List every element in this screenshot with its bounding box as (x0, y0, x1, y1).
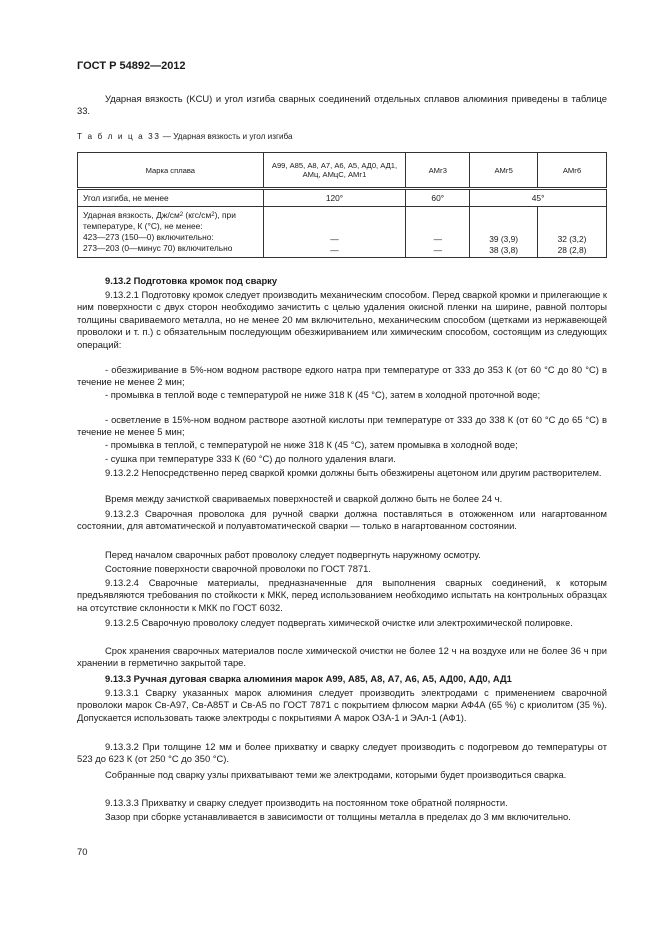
cell-value: — (330, 245, 339, 255)
impact-label-b: (кгс/см (183, 210, 212, 220)
cell-value: — (433, 234, 442, 244)
paragraph: Состояние поверхности сварочной проволоки по ГОСТ 7871. (105, 563, 371, 574)
section-heading (77, 673, 607, 685)
document-header: ГОСТ Р 54892—2012 (77, 60, 186, 72)
bullet-item: - промывка в теплой воде с температурой не ниже 318 К (45 °С), затем в холодной проточной воде; (105, 389, 541, 400)
bullet-item: - сушка при температуре 333 К (60 °С) до полного удаления влаги. (105, 453, 396, 464)
cell-value: — (330, 234, 339, 244)
bullet-item: - промывка в теплой, с температурой не ниже 318 К (45 °С), затем промывка в холодной воде; (105, 439, 518, 450)
table-cell: 45° (470, 189, 607, 207)
section-heading-text: 9.13.3 Ручная дуговая сварка алюминия марок А99, А85, А8, А7, А6, А5, АД00, АД0, АД1 (105, 673, 512, 684)
table-header-cell: АМг3 (406, 153, 470, 189)
paragraph: 9.13.3.3 Прихватку и сварку следует производить на постоянном токе обратной полярности. (105, 797, 508, 808)
table-caption-text: — Ударная вязкость и угол изгиба (160, 132, 293, 141)
table-header-cell: АМг6 (538, 153, 607, 189)
page-number: 70 (77, 846, 88, 857)
paragraph: 9.13.3.2 При толщине 12 мм и более прихватку и сварку следует производить с подогревом до температуры от 523 до 623 К (от 250 °С до 350 °С). (77, 741, 607, 765)
cell-value: 38 (3,8) (489, 245, 519, 255)
table-row (78, 207, 607, 258)
table-cell: 120° (263, 189, 406, 207)
impact-label-a: Ударная вязкость, Дж/см (83, 210, 180, 220)
table-cell (406, 207, 470, 258)
paragraph: 9.13.2.5 Сварочную проволоку следует подвергать химической очистке или электрохимической полировке. (105, 617, 573, 628)
paragraph: 9.13.2.1 Подготовку кромок следует производить механическим способом. Перед сваркой кромки и прилегающие к ним поверхности с двух сторон необходимо зачистить с целью удаления окисной пленки на ширине, равной полторы толщины свариваемого металла, но не менее 20 мм включительно, механическим способом (щетками из нержавеющей проволоки и т. п.) с обязательным последующим обезжириванием или химическим способом, состоящим из следующих операций: (77, 289, 607, 350)
section-heading (77, 275, 607, 287)
impact-range-1: 423—273 (150—0) включительно: (83, 232, 214, 242)
table-cell (78, 207, 264, 258)
impact-strength-table (77, 152, 607, 258)
impact-label-sup-b: 2 (211, 212, 215, 218)
cell-value: — (433, 245, 442, 255)
paragraph: 9.13.2.2 Непосредственно перед сваркой кромки должны быть обезжирены ацетоном или другим растворителем. (105, 467, 602, 478)
table-header-row (78, 153, 607, 189)
table-cell (470, 207, 538, 258)
intro-paragraph: Ударная вязкость (KCU) и угол изгиба сварных соединений отдельных сплавов алюминия приведены в таблице 33. (77, 93, 607, 117)
table-row (78, 189, 607, 207)
paragraph: 9.13.3.1 Сварку указанных марок алюминия следует производить электродами с применением сварочной проволоки марок Св-А97, Св-А85Т и Св-А5 по ГОСТ 7871 с покрытием флюсом марки АФ4А (65 %) с криолитом (35 %). Допускается использовать также электроды с покрытиями А марок ОЗА-1 и ЭАл-1 (АФ1). (77, 687, 607, 723)
table-cell: 60° (406, 189, 470, 207)
paragraph: Зазор при сборке устанавливается в зависимости от толщины металла в пределах до 3 мм включительно. (105, 811, 571, 822)
table-header-cell: Марка сплава (78, 153, 264, 189)
table-caption-prefix: Т а б л и ц а 33 (77, 132, 161, 141)
table-header-cell: АМг5 (470, 153, 538, 189)
cell-value: 32 (3,2) (557, 234, 587, 244)
cell-value: 39 (3,9) (489, 234, 519, 244)
section-heading-text: 9.13.2 Подготовка кромок под сварку (105, 275, 278, 286)
table-cell (263, 207, 406, 258)
table-cell (538, 207, 607, 258)
paragraph: 9.13.2.3 Сварочная проволока для ручной сварки должна поставляться в отожженном или нагартованном состоянии, для автоматической и полуавтоматической сварки — только в нагартованном состоянии. (77, 508, 607, 532)
paragraph: Перед началом сварочных работ проволоку следует подвергнуть наружному осмотру. (105, 549, 481, 560)
impact-label-sup-a: 2 (179, 212, 184, 218)
paragraph: Собранные под сварку узлы прихватывают теми же электродами, которыми будет производиться сварка. (105, 769, 567, 780)
paragraph: Срок хранения сварочных материалов после химической очистки не более 12 ч на воздухе или не более 36 ч при хранении в герметично закрытой таре. (77, 645, 607, 669)
table-caption (77, 132, 293, 141)
impact-label-c: ), при температуре, К (°С), не менее: (83, 210, 236, 231)
bullet-item: - осветление в 15%-ном водном растворе азотной кислоты при температуре от 333 до 338 К (от 60 °С до 65 °С) в течение не менее 5 мин; (77, 414, 607, 438)
table-header-cell: А99, А85, А8, А7, А6, А5, АД0, АД1, АМц, АМцС, АМг1 (263, 153, 406, 189)
cell-value: 28 (2,8) (557, 245, 587, 255)
paragraph: Время между зачисткой свариваемых поверхностей и сваркой должно быть не более 24 ч. (105, 493, 503, 504)
bullet-item: - обезжиривание в 5%-ном водном растворе едкого натра при температуре от 333 до 353 К (от 60 °С до 80 °С) в течение не менее 2 мин; (77, 364, 607, 388)
impact-range-2: 273—203 (0—минус 70) включительно (83, 243, 233, 253)
table-cell: Угол изгиба, не менее (78, 189, 264, 207)
paragraph: 9.13.2.4 Сварочные материалы, предназначенные для выполнения сварных соединений, к которым предъявляются требования по стойкости к МКК, перед использованием необходимо испытать на контрольных образцах на отсутствие склонности к МКК по ГОСТ 6032. (77, 577, 607, 613)
